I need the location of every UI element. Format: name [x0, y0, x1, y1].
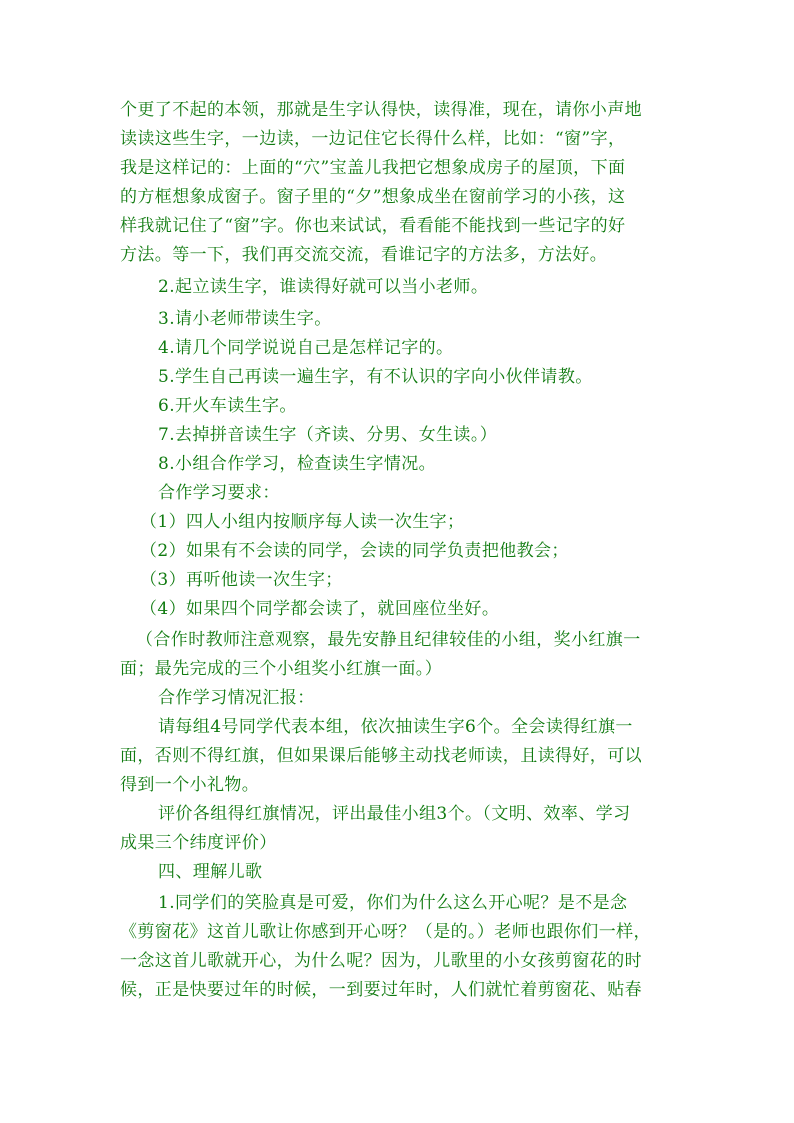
text-line: 《剪窗花》这首儿歌让你感到开心呀？（是的。）老师也跟你们一样， — [120, 922, 651, 942]
section-heading: 四、理解儿歌 — [158, 862, 263, 882]
section-label: 合作学习要求： — [158, 483, 280, 503]
list-item: 6.开火车读生字。 — [158, 396, 297, 416]
requirement-item: （1）四人小组内按顺序每人读一次生字； — [140, 512, 465, 532]
text-line: 方法。等一下，我们再交流交流，看谁记字的方法多，方法好。 — [120, 245, 608, 265]
text-line: 个更了不起的本领，那就是生字认得快，读得准，现在，请你小声地 — [120, 100, 642, 120]
list-item: 7.去掉拼音读生字（齐读、分男、女生读。） — [158, 425, 498, 445]
requirement-item: （4）如果四个同学都会读了，就回座位坐好。 — [140, 599, 500, 619]
text-line: 我是这样记的：上面的“穴”宝盖儿我把它想象成房子的屋顶，下面 — [120, 158, 626, 178]
requirement-item: （3）再听他读一次生字； — [140, 570, 343, 590]
list-item: 3.请小老师带读生字。 — [158, 309, 332, 329]
text-line: 面，否则不得红旗，但如果课后能够主动找老师读，且读得好，可以 — [120, 746, 642, 766]
section-label: 合作学习情况汇报： — [158, 688, 315, 708]
list-item: 2.起立读生字，谁读得好就可以当小老师。 — [158, 277, 489, 297]
note-line: 面；最先完成的三个小组奖小红旗一面。） — [120, 659, 443, 679]
text-line: 候，正是快要过年的时候，一到要过年时，人们就忙着剪窗花、贴春 — [120, 980, 642, 1000]
text-line: 一念这首儿歌就开心，为什么呢？因为，儿歌里的小女孩剪窗花的时 — [120, 951, 642, 971]
list-item: 4.请几个同学说说自己是怎样记字的。 — [158, 338, 454, 358]
requirement-item: （2）如果有不会读的同学，会读的同学负责把他教会； — [140, 541, 569, 561]
text-line: 样我就记住了“窗”字。你也来试试，看看能不能找到一些记字的好 — [120, 216, 626, 236]
list-item: 5.学生自己再读一遍生字，有不认识的字向小伙伴请教。 — [158, 367, 593, 387]
text-line: 得到一个小礼物。 — [120, 775, 260, 795]
text-line: 读读这些生字，一边读，一边记住它长得什么样，比如：“窗”字， — [120, 129, 626, 149]
text-line: 1.同学们的笑脸真是可爱，你们为什么这么开心呢？是不是念 — [158, 893, 628, 913]
text-line: 评价各组得红旗情况，评出最佳小组3个。（文明、效率、学习 — [158, 804, 631, 824]
list-item: 8.小组合作学习，检查读生字情况。 — [158, 454, 437, 474]
text-line: 的方框想象成窗子。窗子里的“夕”想象成坐在窗前学习的小孩，这 — [120, 187, 626, 207]
text-line: 请每组4号同学代表本组，依次抽读生字6个。全会读得红旗一 — [158, 717, 633, 737]
note-line: （合作时教师注意观察，最先安静且纪律较佳的小组，奖小红旗一 — [136, 630, 641, 650]
text-line: 成果三个纬度评价） — [120, 833, 277, 853]
